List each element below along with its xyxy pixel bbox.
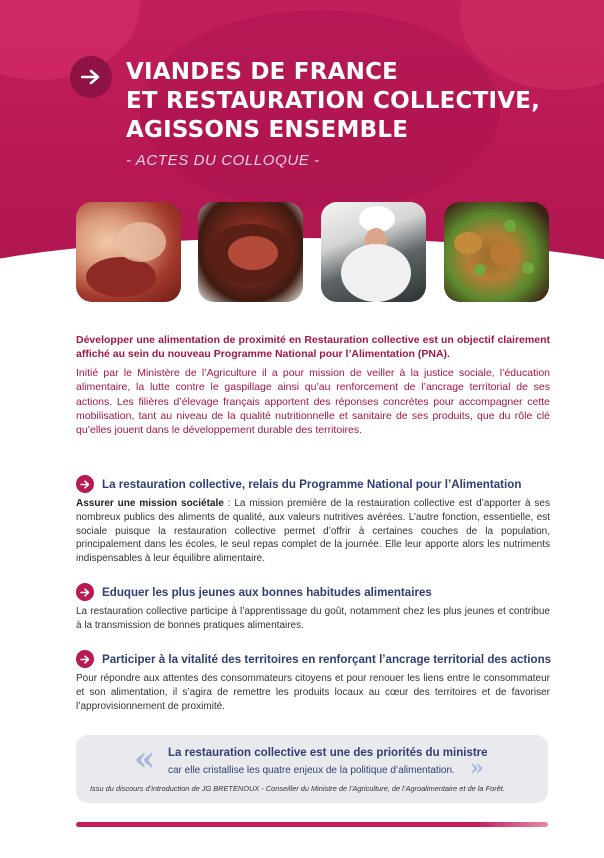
title-line: VIANDES DE FRANCE [126,59,399,85]
photo-butcher-cutting-meat [76,202,181,302]
page-subtitle: - ACTES DU COLLOQUE - [126,152,320,169]
quote-source: Issu du discours d’introduction de JG BRETENOUX - Conseiller du Ministre de l’Agriculture, de l’Agroalimentaire et de la Forêt. [90,784,505,793]
decor-blob [0,0,140,80]
footer-divider [76,822,548,827]
section-heading [76,475,550,493]
section-title: Participer à la vitalité des territoires en renforçant l’ancrage territorial des actions [102,652,552,666]
section-eduquer [76,583,550,633]
arrow-right-icon [76,583,94,601]
section-heading [76,650,550,668]
section-text [76,497,550,566]
arrow-right-icon [70,56,112,98]
quote-box [76,735,548,803]
intro [76,333,550,438]
section-text: Pour répondre aux attentes des consommateurs citoyens et pour renouer les liens entre le consommateur et son alimentation, il s’agira de remettre les produits locaux au cœur des territoires et de favoriser l’approvisionnement de proximité. [76,673,550,712]
intro-lead: Développer une alimentation de proximité en Restauration collective est un objectif clairement affiché au sein du nouveau Programme National pour l’Alimentation (PNA). [76,334,550,361]
photo-roast-beef [198,202,303,302]
quote-main: La restauration collective est une des priorités du ministre [168,747,488,759]
section-heading [76,583,550,601]
section-restauration-relais [76,475,550,566]
section-vitalite-territoires [76,650,550,713]
section-body: : La mission première de la restauration collective est d’apporter à ses nombreux publics des aliments de qualité, aux valeurs nutritives avérées. L’autre fonction, essentielle, est sociale puisque la restauration collective permet d’offrir à certaines couches de la population, principalement dans les écoles, le seul repas complet de la journée. Elle leur apporte alors les nutriments indispensables à leur équilibre alimentaire. [76,498,550,565]
section-title: La restauration collective, relais du Programme National pour l’Alimentation [102,477,522,491]
title-line: ET RESTAURATION COLLECTIVE, [126,88,541,114]
open-quote-icon: « [134,739,156,779]
arrow-right-icon [76,650,94,668]
intro-body: Initié par le Ministère de l’Agriculture il a pour mission de veiller à la justice sociale, l’éducation alimentaire, la lutte contre le gaspillage ainsi qu’au renforcement de l’ancrage territorial de ses actions. Les filières d’élevage français apportent des réponses concrètes pour accompagner cette mobilisation, tant au niveau de la qualité nutritionnelle et sanitaire de ses produits, que du rôle clé qu’elles jouent dans le développement durable des territoires. [76,366,550,437]
section-text: La restauration collective participe à l’apprentissage du goût, notamment chez les plus jeunes et contribue à la transmission de bonnes pratiques alimentaires. [76,606,550,631]
photo-meat-dish-with-peas [444,202,549,302]
section-title: Eduquer les plus jeunes aux bonnes habitudes alimentaires [102,585,432,599]
photo-chef-cooking [321,202,426,302]
close-quote-icon: » [470,755,484,781]
section-lead: Assurer une mission sociétale [76,498,224,509]
page-title [126,58,586,145]
quote-sub: car elle cristallise les quatre enjeux de la politique d’alimentation. [168,765,455,776]
title-line: AGISSONS ENSEMBLE [126,117,409,143]
arrow-right-icon [76,475,94,493]
